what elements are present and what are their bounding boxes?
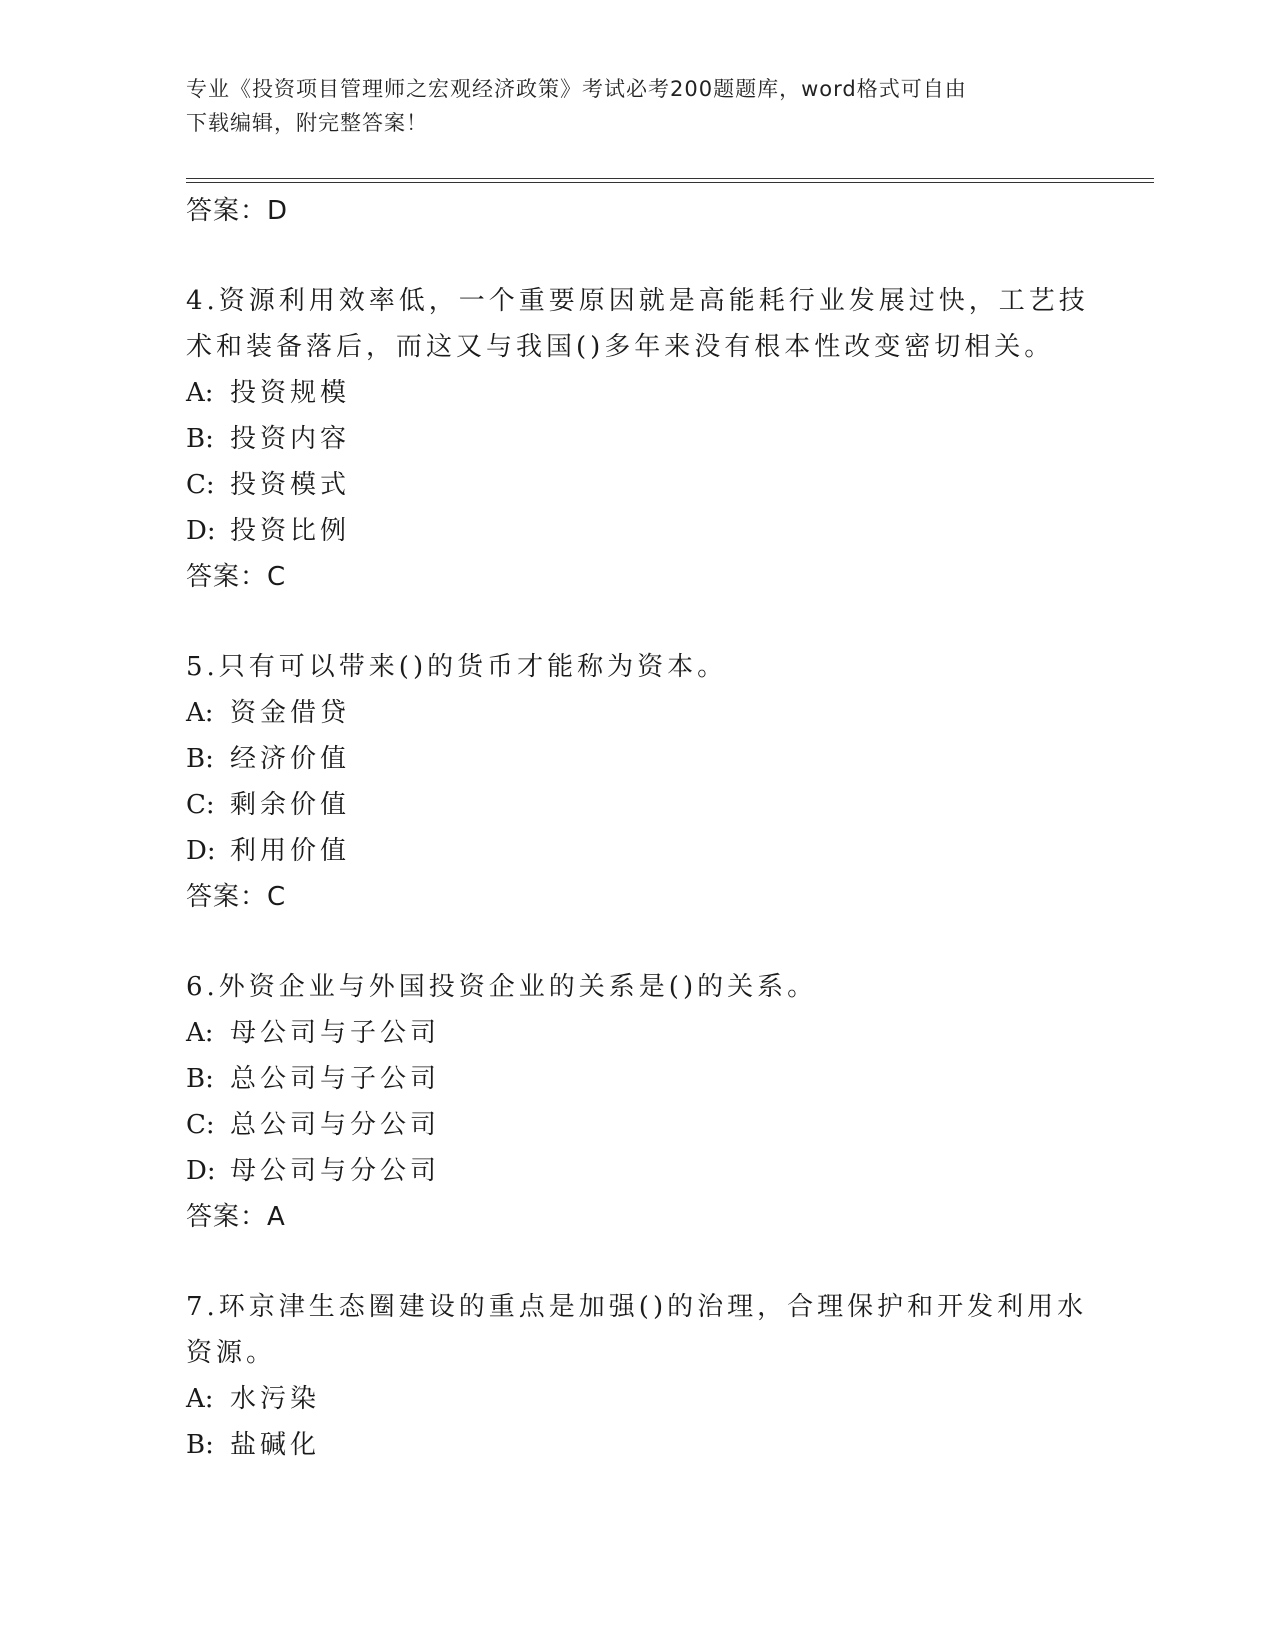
option-text: 母公司与分公司: [230, 1156, 441, 1186]
answer-line: 答案：C: [186, 882, 287, 912]
question-text-line: 资源。: [186, 1338, 277, 1368]
option-letter: C:: [186, 790, 215, 820]
option-text: 投资内容: [230, 424, 351, 454]
option-letter: A:: [186, 1384, 214, 1414]
question-block: [186, 964, 1086, 1240]
option-letter: A:: [186, 698, 214, 728]
option-letter: D:: [186, 1156, 216, 1186]
option-letter: A:: [186, 1018, 214, 1048]
header-divider-bottom: [186, 182, 1154, 183]
option-letter: D:: [186, 516, 216, 546]
question-text-line: 7.环京津生态圈建设的重点是加强()的治理，合理保护和开发利用水: [186, 1292, 1088, 1322]
option-text: 投资比例: [230, 516, 351, 546]
option-letter: B:: [186, 424, 214, 454]
option-text: 总公司与分公司: [230, 1110, 441, 1140]
question-text-line: 术和装备落后，而这又与我国()多年来没有根本性改变密切相关。: [186, 332, 1055, 362]
option-letter: A:: [186, 378, 214, 408]
answer-line: 答案：C: [186, 562, 287, 592]
question-text-line: 5.只有可以带来()的货币才能称为资本。: [186, 652, 728, 682]
answer-line: 答案：A: [186, 1202, 286, 1232]
option-letter: C:: [186, 470, 215, 500]
question-block: [186, 644, 1086, 920]
option-letter: B:: [186, 1430, 214, 1460]
question-list: [186, 188, 1089, 1468]
option-b: [186, 1422, 1086, 1468]
option-b: [186, 736, 1086, 782]
option-d: [186, 508, 1086, 554]
option-text: 投资模式: [230, 470, 351, 500]
option-text: 经济价值: [230, 744, 351, 774]
header-divider-top: [186, 178, 1154, 179]
option-letter: D:: [186, 836, 216, 866]
option-letter: B:: [186, 1064, 214, 1094]
option-text: 剩余价值: [230, 790, 351, 820]
option-text: 总公司与子公司: [230, 1064, 441, 1094]
option-text: 资金借贷: [230, 698, 351, 728]
option-a: [186, 690, 1086, 736]
question-text-line: 4.资源利用效率低，一个重要原因就是高能耗行业发展过快，工艺技: [186, 286, 1089, 316]
option-text: 利用价值: [230, 836, 351, 866]
option-c: [186, 1102, 1086, 1148]
option-b: [186, 1056, 1086, 1102]
option-a: [186, 1010, 1086, 1056]
option-b: [186, 416, 1086, 462]
question-block: [186, 278, 1089, 600]
option-letter: B:: [186, 744, 214, 774]
option-text: 母公司与子公司: [230, 1018, 441, 1048]
answer-line: 答案：D: [186, 196, 289, 226]
option-a: [186, 1376, 1086, 1422]
header-line-1: 专业《投资项目管理师之宏观经济政策》考试必考200题题库，word格式可自由: [186, 77, 967, 101]
option-text: 盐碱化: [230, 1430, 321, 1460]
option-a: [186, 370, 1086, 416]
option-d: [186, 1148, 1086, 1194]
option-d: [186, 828, 1086, 874]
option-c: [186, 782, 1086, 828]
option-letter: C:: [186, 1110, 215, 1140]
question-text-line: 6.外资企业与外国投资企业的关系是()的关系。: [186, 972, 818, 1002]
option-text: 投资规模: [230, 378, 351, 408]
option-text: 水污染: [230, 1384, 321, 1414]
document-header: [186, 72, 1086, 140]
option-c: [186, 462, 1086, 508]
question-block: [186, 1284, 1086, 1468]
header-line-2: 下载编辑，附完整答案！: [186, 111, 428, 135]
